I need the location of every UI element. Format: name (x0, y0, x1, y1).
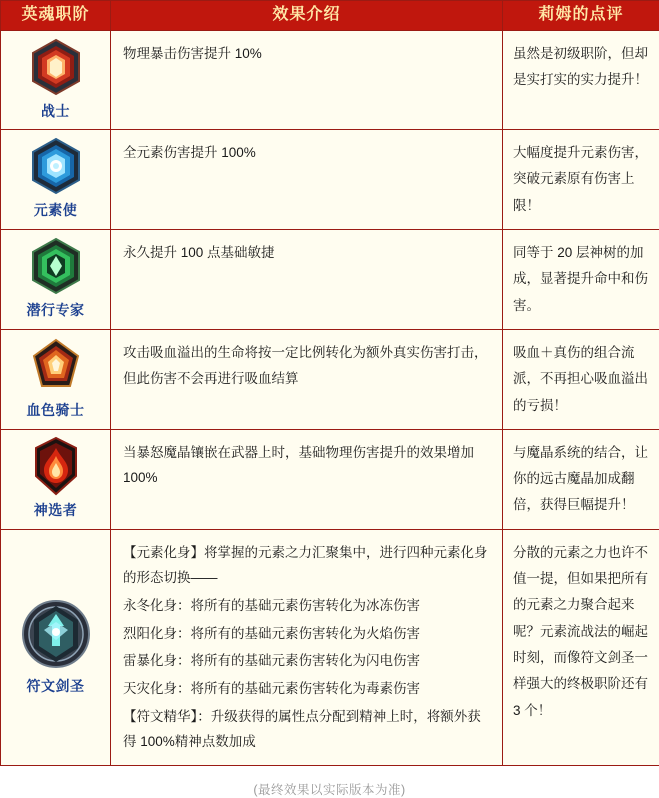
rank-cell (1, 31, 111, 130)
effect-cell (111, 130, 503, 230)
rank-label: 潜行专家 (3, 300, 108, 320)
effect-line: 物理暴击伤害提升 10% (123, 41, 492, 67)
effect-cell (111, 429, 503, 529)
effect-line: 当暴怒魔晶镶嵌在武器上时，基础物理伤害提升的效果增加 100% (123, 440, 492, 491)
effect-line: 全元素伤害提升 100% (123, 140, 492, 166)
table-row (1, 529, 659, 765)
rank-cell (1, 229, 111, 329)
rank-label: 战士 (3, 101, 108, 121)
rank-label: 元素使 (3, 200, 108, 220)
comment-cell: 虽然是初级职阶，但却是实打实的实力提升！ (503, 31, 659, 130)
table-row (1, 31, 659, 130)
rune-sword-saint-emblem-icon (20, 596, 92, 672)
header-rank: 英魂职阶 (1, 1, 111, 31)
stealth-expert-emblem-icon (28, 236, 84, 296)
header-comment: 莉姆的点评 (503, 1, 659, 31)
rank-label: 神选者 (3, 500, 108, 520)
rank-cell (1, 429, 111, 529)
warrior-emblem-icon (28, 37, 84, 97)
chosen-one-emblem-icon (28, 436, 84, 496)
comment-cell: 吸血＋真伤的组合流派，不再担心吸血溢出的亏损！ (503, 329, 659, 429)
effect-cell (111, 329, 503, 429)
effect-line: 烈阳化身：将所有的基础元素伤害转化为火焰伤害 (123, 621, 492, 647)
comment-cell: 同等于 20 层神树的加成，显著提升命中和伤害。 (503, 229, 659, 329)
table-row (1, 329, 659, 429)
effect-line: 永久提升 100 点基础敏捷 (123, 240, 492, 266)
footnote: (最终效果以实际版本为准) (0, 766, 659, 798)
rank-label: 血色骑士 (3, 400, 108, 420)
effect-line: 天灾化身：将所有的基础元素伤害转化为毒素伤害 (123, 676, 492, 702)
effect-cell (111, 529, 503, 765)
effect-cell (111, 229, 503, 329)
effect-line: 攻击吸血溢出的生命将按一定比例转化为额外真实伤害打击，但此伤害不会再进行吸血结算 (123, 340, 492, 391)
effect-line: 【元素化身】将掌握的元素之力汇聚集中，进行四种元素化身的形态切换—— (123, 540, 492, 591)
blood-knight-emblem-icon (28, 336, 84, 396)
effect-cell (111, 31, 503, 130)
table-header-row (1, 1, 659, 31)
table-row (1, 429, 659, 529)
rank-cell (1, 130, 111, 230)
elementalist-emblem-icon (28, 136, 84, 196)
header-effect: 效果介绍 (111, 1, 503, 31)
effect-line: 雷暴化身：将所有的基础元素伤害转化为闪电伤害 (123, 648, 492, 674)
effect-line: 【符文精华】：升级获得的属性点分配到精神上时，将额外获得 100%精神点数加成 (123, 704, 492, 755)
comment-cell: 与魔晶系统的结合，让你的远古魔晶加成翻倍，获得巨幅提升！ (503, 429, 659, 529)
table-row (1, 229, 659, 329)
effect-line: 永冬化身：将所有的基础元素伤害转化为冰冻伤害 (123, 593, 492, 619)
comment-cell: 大幅度提升元素伤害，突破元素原有伤害上限！ (503, 130, 659, 230)
rank-cell (1, 329, 111, 429)
comment-cell: 分散的元素之力也许不值一提，但如果把所有的元素之力聚合起来呢？元素流战法的崛起时刻，而像符文剑圣一样强大的终极职阶还有 3 个！ (503, 529, 659, 765)
table-row (1, 130, 659, 230)
rank-cell (1, 529, 111, 765)
rank-label: 符文剑圣 (3, 676, 108, 696)
